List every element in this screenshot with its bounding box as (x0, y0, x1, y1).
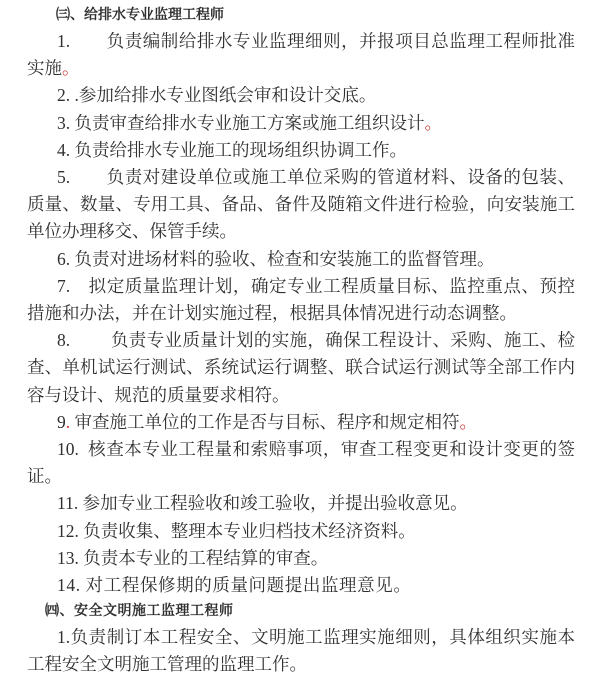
text-run: ㈣、安全文明施工监理工程师 (45, 604, 234, 620)
list-item-2 (27, 82, 575, 109)
paragraph-safety-item-1 (27, 624, 575, 678)
list-item-12 (27, 518, 575, 545)
list-item-10 (27, 436, 575, 490)
text-run: 审查施工单位的工作是否与目标、程序和规定相符 (70, 411, 460, 432)
section-heading-safety-engineer (27, 599, 575, 624)
text-run: 13. 负责本专业的工程结算的审查。 (57, 547, 329, 568)
text-run: 10. 核查本专业工程量和索赔事项，审查工程变更和设计变更的签证。 (27, 439, 575, 487)
section-heading-drainage-engineer (27, 3, 575, 28)
list-item-5 (27, 164, 575, 246)
text-run: 7. 拟定质量监理计划，确定专业工程质量目标、监控重点、预控措施和办法，并在计划实施过程，根据具体情况进行动态调整。 (27, 275, 575, 324)
list-item-14 (27, 572, 575, 599)
list-item-7 (27, 273, 575, 327)
list-item-13 (27, 545, 575, 572)
red-punctuation: . (65, 411, 71, 432)
red-punctuation: 。 (62, 58, 80, 79)
list-item-11 (27, 490, 575, 517)
text-run: 1.负责制订本工程安全、文明施工监理实施细则，具体组织实施本工程安全文明施工管理的监理工作。 (27, 627, 575, 675)
text-run: 2. .参加给排水专业图纸会审和设计交底。 (57, 85, 377, 106)
text-run: 6. 负责对进场材料的验收、检查和安装施工的监督管理。 (57, 248, 495, 269)
list-item-8 (27, 327, 575, 409)
text-run: 1. 负责编制给排水专业监理细则，并报项目总监理工程师批准实施 (27, 31, 575, 79)
list-item-3 (27, 110, 575, 137)
text-run: 9 (57, 411, 66, 432)
text-run: 5. 负责对建设单位或施工单位采购的管道材料、设备的包装、质量、数量、专用工具、备品、备件及随箱文件进行检验，向安装施工单位办理移交、保管手续。 (27, 167, 575, 242)
text-run: 11. 参加专业工程验收和竣工验收，并提出验收意见。 (57, 493, 468, 514)
text-run: ㈢、给排水专业监理工程师 (56, 8, 224, 23)
red-punctuation: 。 (424, 112, 442, 133)
red-punctuation: 。 (459, 411, 477, 432)
list-item-6 (27, 246, 575, 273)
text-run: 14. 对工程保修期的质量问题提出监理意见。 (57, 575, 412, 596)
text-run: 12. 负责收集、整理本专业归档技术经济资料。 (57, 520, 416, 541)
list-item-9 (27, 409, 575, 436)
text-run: 8. 负责专业质量计划的实施，确保工程设计、采购、施工、检查、单机试运行测试、系统试运行调整、联合试运行测试等全部工作内容与设计、规范的质量要求相符。 (27, 330, 575, 405)
text-run: 3. 负责审查给排水专业施工方案或施工组织设计 (57, 112, 425, 133)
text-run: 4. 负责给排水专业施工的现场组织协调工作。 (57, 139, 407, 160)
list-item-1 (27, 28, 575, 82)
list-item-4 (27, 137, 575, 164)
